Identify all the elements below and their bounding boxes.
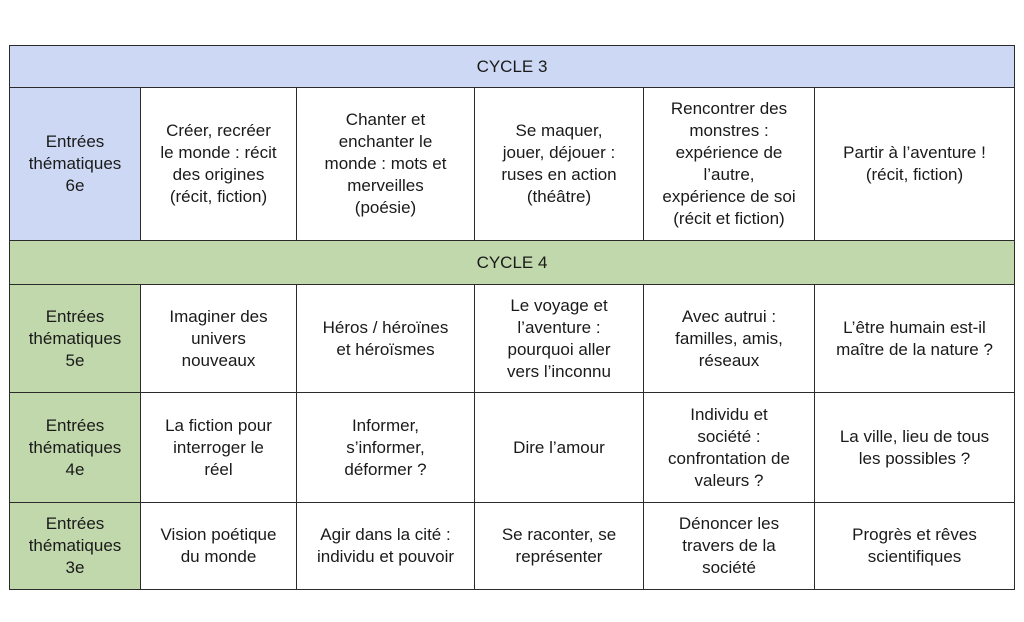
table-cell: Informer, s’informer, déformer ? xyxy=(297,393,475,503)
cycles-table xyxy=(9,45,1015,590)
row-label: Entrées thématiques 5e xyxy=(10,285,141,393)
row-label: Entrées thématiques 3e xyxy=(10,503,141,590)
table-cell: Agir dans la cité : individu et pouvoir xyxy=(297,503,475,590)
table-cell: Créer, recréer le monde : récit des origines (récit, fiction) xyxy=(141,88,297,241)
row-label: Entrées thématiques 4e xyxy=(10,393,141,503)
table-cell: Avec autrui : familles, amis, réseaux xyxy=(644,285,815,393)
table-cell: Héros / héroïnes et héroïsmes xyxy=(297,285,475,393)
table-cell: Individu et société : confrontation de valeurs ? xyxy=(644,393,815,503)
table-cell: Le voyage et l’aventure : pourquoi aller vers l’inconnu xyxy=(475,285,644,393)
table-row xyxy=(10,503,1015,590)
table-row xyxy=(10,393,1015,503)
table-cell: L’être humain est-il maître de la nature ? xyxy=(815,285,1015,393)
table-cell: Imaginer des univers nouveaux xyxy=(141,285,297,393)
table-row xyxy=(10,88,1015,241)
cycle4-header-row xyxy=(10,241,1015,285)
table-cell: Progrès et rêves scientifiques xyxy=(815,503,1015,590)
table-cell: Chanter et enchanter le monde : mots et merveilles (poésie) xyxy=(297,88,475,241)
table-row xyxy=(10,285,1015,393)
table-cell: Partir à l’aventure ! (récit, fiction) xyxy=(815,88,1015,241)
cycle3-title: CYCLE 3 xyxy=(10,46,1015,88)
table-cell: Dénoncer les travers de la société xyxy=(644,503,815,590)
table-cell: Vision poétique du monde xyxy=(141,503,297,590)
table-cell: La ville, lieu de tous les possibles ? xyxy=(815,393,1015,503)
table-cell: Se maquer, jouer, déjouer : ruses en action (théâtre) xyxy=(475,88,644,241)
cycle4-title: CYCLE 4 xyxy=(10,241,1015,285)
cycle3-header-row xyxy=(10,46,1015,88)
table-cell: Dire l’amour xyxy=(475,393,644,503)
row-label: Entrées thématiques 6e xyxy=(10,88,141,241)
table-cell: Se raconter, se représenter xyxy=(475,503,644,590)
table-cell: La fiction pour interroger le réel xyxy=(141,393,297,503)
table-cell: Rencontrer des monstres : expérience de l’autre, expérience de soi (récit et fiction) xyxy=(644,88,815,241)
